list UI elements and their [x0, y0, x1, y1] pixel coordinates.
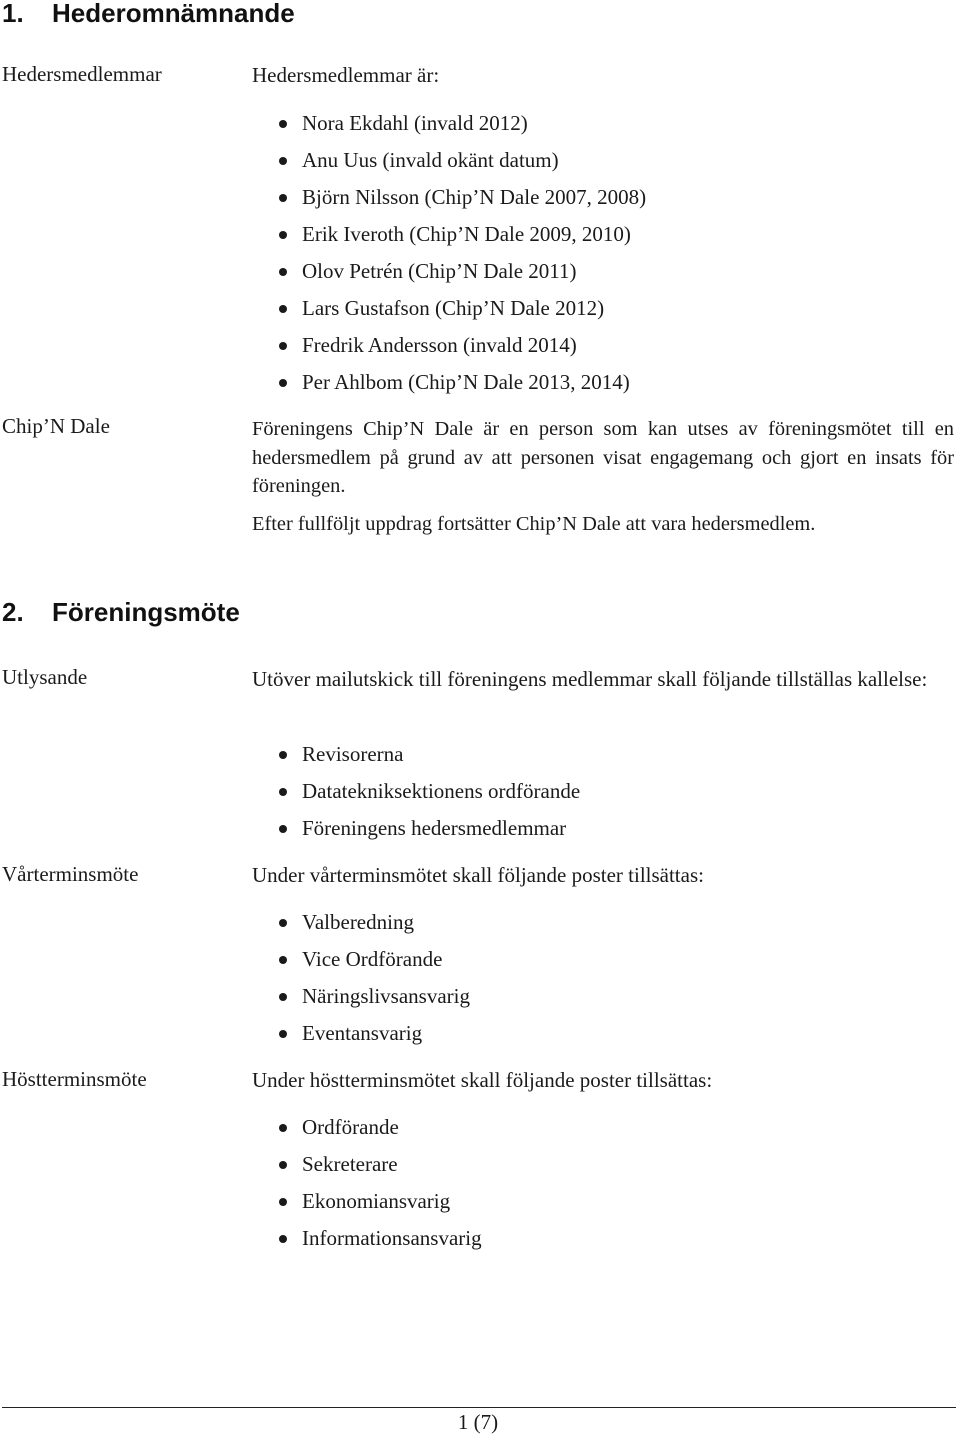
bullet-icon	[279, 993, 287, 1001]
member-name: Erik Iveroth (Chip’N Dale 2009, 2010)	[302, 222, 631, 246]
bullet-icon	[279, 751, 287, 759]
list-item	[252, 290, 646, 327]
bullet-icon	[279, 1161, 287, 1169]
member-name: Fredrik Andersson (invald 2014)	[302, 333, 577, 357]
bullet-icon	[279, 379, 287, 387]
list-item-text: Vice Ordförande	[302, 947, 443, 971]
list-item	[252, 1220, 482, 1257]
utlysande-list	[252, 736, 580, 847]
bullet-icon	[279, 956, 287, 964]
page-number: 1 (7)	[457, 1410, 499, 1434]
bullet-icon	[279, 305, 287, 313]
varterminsmote-text: Under vårterminsmötet skall följande poster tillsättas:	[252, 863, 704, 887]
list-item	[252, 1183, 482, 1220]
list-item-text: Informationsansvarig	[302, 1226, 482, 1250]
list-item-text: Ekonomiansvarig	[302, 1189, 451, 1213]
list-item-text: Revisorerna	[302, 742, 404, 766]
member-name: Anu Uus (invald okänt datum)	[302, 148, 559, 172]
bullet-icon	[279, 231, 287, 239]
section-2-number: 2.	[2, 597, 24, 627]
list-item	[252, 216, 646, 253]
list-item	[252, 1109, 482, 1146]
bullet-icon	[279, 268, 287, 276]
list-item	[252, 773, 580, 810]
section-1-heading	[2, 0, 295, 29]
list-item-text: Datatekniksektionens ordförande	[302, 779, 581, 803]
member-name: Björn Nilsson (Chip’N Dale 2007, 2008)	[302, 185, 647, 209]
list-item	[252, 1146, 482, 1183]
section-1-title: Hederomnämnande	[52, 0, 295, 28]
bullet-icon	[279, 342, 287, 350]
list-item	[252, 327, 646, 364]
chipndale-paragraph-2: Efter fullföljt uppdrag fortsätter Chip’N Dale att vara hedersmedlem.	[252, 513, 816, 535]
list-item	[252, 810, 580, 847]
chipndale-paragraph-1: Föreningens Chip’N Dale är en person som kan utses av föreningsmötet till en hedersmedlem på grund av att personen visat engagemang och gjort en insats för föreningen.	[252, 418, 954, 497]
members-list	[252, 105, 646, 401]
list-item-text: Valberedning	[302, 910, 414, 934]
list-item	[252, 142, 646, 179]
list-item	[252, 253, 646, 290]
bullet-icon	[279, 1198, 287, 1206]
member-name: Per Ahlbom (Chip’N Dale 2013, 2014)	[302, 370, 630, 394]
bullet-icon	[279, 919, 287, 927]
hedersmedlemmar-label: Hedersmedlemmar	[2, 62, 162, 86]
hostterminsmote-label: Höstterminsmöte	[2, 1067, 147, 1091]
list-item	[252, 978, 470, 1015]
varterminsmote-list	[252, 904, 470, 1052]
chipndale-label: Chip’N Dale	[2, 414, 110, 438]
list-item-text: Näringslivsansvarig	[302, 984, 470, 1008]
member-name: Nora Ekdahl (invald 2012)	[302, 111, 528, 135]
hostterminsmote-text: Under höstterminsmötet skall följande poster tillsättas:	[252, 1068, 713, 1092]
list-item	[252, 941, 470, 978]
member-name: Olov Petrén (Chip’N Dale 2011)	[302, 259, 577, 283]
section-2-heading	[2, 597, 240, 628]
bullet-icon	[279, 1030, 287, 1038]
hedersmedlemmar-intro: Hedersmedlemmar är:	[252, 63, 440, 87]
list-item	[252, 105, 646, 142]
bullet-icon	[279, 788, 287, 796]
list-item	[252, 736, 580, 773]
list-item	[252, 1015, 470, 1052]
section-1-number: 1.	[2, 0, 24, 28]
bullet-icon	[279, 194, 287, 202]
list-item-text: Föreningens hedersmedlemmar	[302, 816, 567, 840]
footer-divider	[2, 1407, 956, 1408]
list-item	[252, 179, 646, 216]
list-item-text: Eventansvarig	[302, 1021, 423, 1045]
utlysande-label: Utlysande	[2, 665, 88, 689]
list-item	[252, 364, 646, 401]
list-item-text: Sekreterare	[302, 1152, 398, 1176]
bullet-icon	[279, 157, 287, 165]
varterminsmote-label: Vårterminsmöte	[2, 862, 139, 886]
hostterminsmote-list	[252, 1109, 482, 1257]
section-2-title: Föreningsmöte	[52, 597, 240, 627]
list-item	[252, 904, 470, 941]
bullet-icon	[279, 120, 287, 128]
bullet-icon	[279, 1124, 287, 1132]
bullet-icon	[279, 1235, 287, 1243]
bullet-icon	[279, 825, 287, 833]
member-name: Lars Gustafson (Chip’N Dale 2012)	[302, 296, 605, 320]
list-item-text: Ordförande	[302, 1115, 399, 1139]
utlysande-text: Utöver mailutskick till föreningens medlemmar skall följande tillställas kallelse:	[252, 667, 928, 691]
